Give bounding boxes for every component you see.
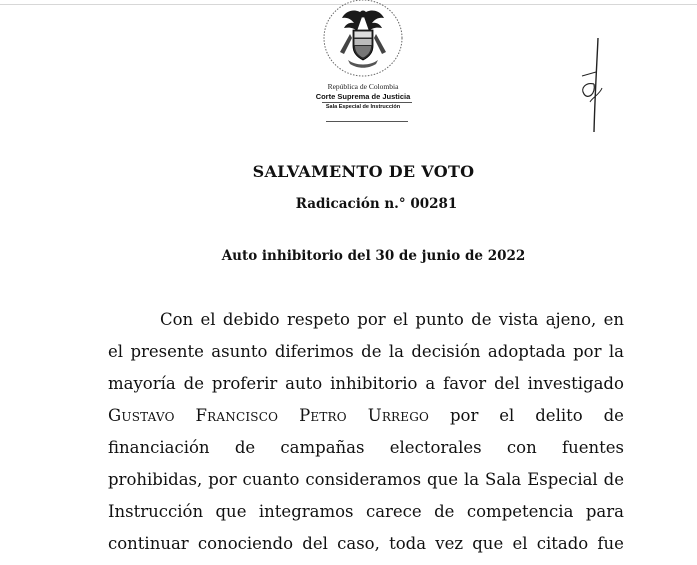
word: competencia — [466, 502, 574, 521]
word: de — [361, 342, 382, 361]
word: la — [608, 342, 624, 361]
word: ajeno, — [545, 310, 597, 329]
word: presente — [130, 342, 204, 361]
word: investigado — [527, 374, 624, 393]
word: en — [603, 310, 624, 329]
word: adoptada — [487, 342, 566, 361]
word: inhibitorio — [330, 374, 418, 393]
word: del — [302, 534, 328, 553]
word: electorales — [389, 438, 482, 457]
word: para — [585, 502, 624, 521]
court-underline — [322, 102, 412, 103]
handwritten-initial-icon — [570, 32, 610, 142]
word: campañas — [280, 438, 365, 457]
court-name: Corte Suprema de Justicia — [315, 92, 411, 101]
paragraph-line — [160, 304, 624, 336]
word: a — [425, 374, 436, 393]
word: caso, — [337, 534, 380, 553]
word: decisión — [411, 342, 481, 361]
court-header — [300, 82, 426, 112]
word: el — [499, 406, 515, 425]
paragraph-line — [108, 464, 624, 496]
word: con — [506, 438, 537, 457]
word: de — [471, 310, 492, 329]
coat-of-arms-icon — [320, 0, 406, 80]
chamber-name: Sala Especial de Instrucción — [325, 104, 401, 110]
word: Con — [160, 310, 194, 329]
word: de — [183, 374, 204, 393]
word: prohibidas, — [108, 470, 203, 489]
word: favor — [443, 374, 487, 393]
word: que — [472, 534, 504, 553]
paragraph-line — [108, 528, 624, 560]
word: por — [450, 406, 479, 425]
word: fue — [597, 534, 624, 553]
word: respeto — [286, 310, 350, 329]
country-name: República de Colombia — [327, 82, 399, 91]
word: toda — [389, 534, 427, 553]
word: punto — [415, 310, 464, 329]
word: vez — [435, 534, 464, 553]
word: que — [215, 502, 247, 521]
paragraph-line — [108, 368, 624, 400]
word: delito — [535, 406, 583, 425]
word: la — [388, 342, 404, 361]
word: que — [427, 470, 458, 489]
word: auto — [285, 374, 323, 393]
word: el — [512, 534, 528, 553]
paragraph-line — [108, 400, 624, 432]
word: mayoría — [108, 374, 176, 393]
word: fuentes — [562, 438, 624, 457]
word: conociendo — [197, 534, 294, 553]
word: diferimos — [274, 342, 354, 361]
word: Instrucción — [108, 502, 204, 521]
word: de — [434, 502, 455, 521]
word: Especial — [527, 470, 598, 489]
investigated-name-word: Urrego — [367, 406, 430, 425]
investigated-name-word: Petro — [299, 406, 347, 425]
word: consideramos — [305, 470, 422, 489]
word: por — [573, 342, 602, 361]
word: cuanto — [242, 470, 300, 489]
radicacion-number: Radicación n.° 00281 — [295, 196, 458, 212]
word: del — [494, 374, 520, 393]
auto-subject: Auto inhibitorio del 30 de junio de 2022 — [221, 248, 526, 264]
word: por — [357, 310, 386, 329]
word: debido — [222, 310, 280, 329]
chamber-underline — [326, 121, 408, 122]
investigated-name-word: Gustavo — [108, 406, 175, 425]
paragraph-line — [108, 336, 624, 368]
word: de — [603, 406, 624, 425]
word: continuar — [108, 534, 189, 553]
document-title: SALVAMENTO DE VOTO — [252, 162, 475, 181]
word: integramos — [258, 502, 354, 521]
word: por — [208, 470, 237, 489]
word: vista — [498, 310, 539, 329]
word: asunto — [211, 342, 268, 361]
word: proferir — [211, 374, 278, 393]
word: de — [234, 438, 256, 457]
paragraph-line — [108, 496, 624, 528]
word: el — [108, 342, 124, 361]
word: el — [393, 310, 409, 329]
word: financiación — [108, 438, 210, 457]
word: la — [463, 470, 480, 489]
investigated-name-word: Francisco — [195, 406, 279, 425]
paragraph-line — [108, 432, 624, 464]
word: Sala — [485, 470, 522, 489]
word: de — [603, 470, 624, 489]
word: citado — [536, 534, 589, 553]
word: el — [200, 310, 216, 329]
word: carece — [365, 502, 422, 521]
